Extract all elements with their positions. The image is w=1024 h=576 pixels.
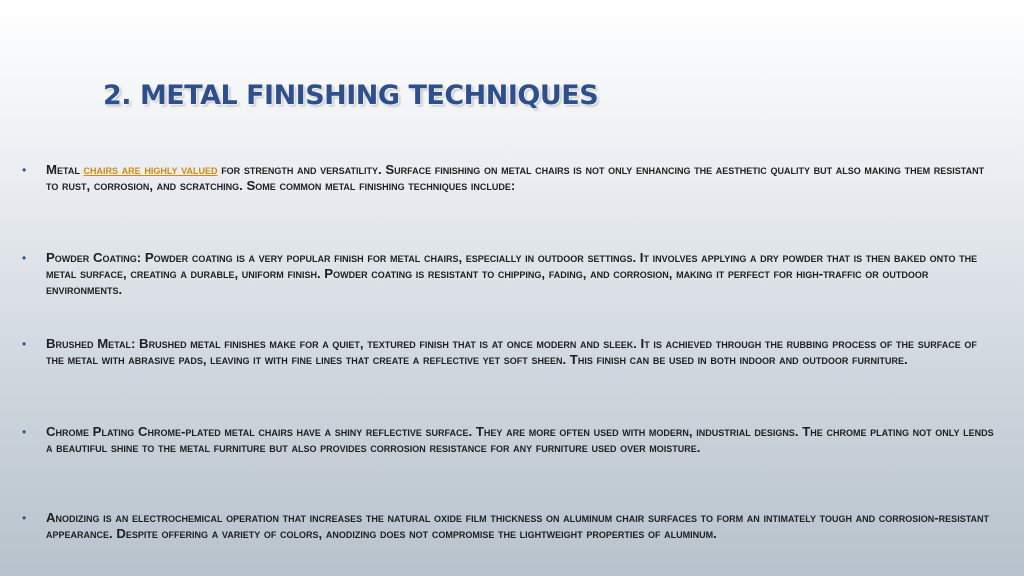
bullet-text: Brushed Metal: Brushed metal finishes make for a quiet, textured finish that is at once modern and sleek. It is achieved through the rubbing process of the surface of the metal with abrasive pads, leaving it with fine lines that create a reflective yet soft sheen. This finish can be used in both indoor and outdoor furniture. [46,336,977,367]
bullet-dot-icon: • [22,425,27,439]
bullet-dot-icon: • [22,337,27,351]
chairs-link[interactable]: chairs are highly valued [83,162,218,177]
bullet-dot-icon: • [22,251,27,265]
intro-rest: for strength and versatility. Surface finishing on metal chairs is not only enhancing the aesthetic quality but also making them resistant to rust, corrosion, and scratching. Some common metal finishing techniques include: [46,162,985,193]
bullet-text: Chrome Plating Chrome-plated metal chairs have a shiny reflective surface. They are more often used with modern, industrial designs. The chrome plating not only lends a beautiful shine to the metal furniture but also provides corrosion resistance for any furniture used over moisture. [46,424,994,455]
bullet-text: Powder Coating: Powder coating is a very popular finish for metal chairs, especially in outdoor settings. It involves applying a dry powder that is then baked onto the metal surface, creating a durable, uniform finish. Powder coating is resistant to chipping, fading, and corrosion, making it perfect for high-traffic or outdoor environments. [46,250,978,297]
intro-lead: Metal [46,162,80,177]
bullet-dot-icon: • [22,163,27,177]
slide-title: 2. METAL FINISHING TECHNIQUES [103,80,599,111]
bullet-dot-icon: • [22,511,27,525]
bullet-text [46,162,996,194]
bullet-text: Anodizing is an electrochemical operation that increases the natural oxide film thickness on aluminum chair surfaces to form an intimately tough and corrosion-resistant appearance. Despite offering a variety of colors, anodizing does not compromise the lightweight properties of aluminum. [46,510,990,541]
